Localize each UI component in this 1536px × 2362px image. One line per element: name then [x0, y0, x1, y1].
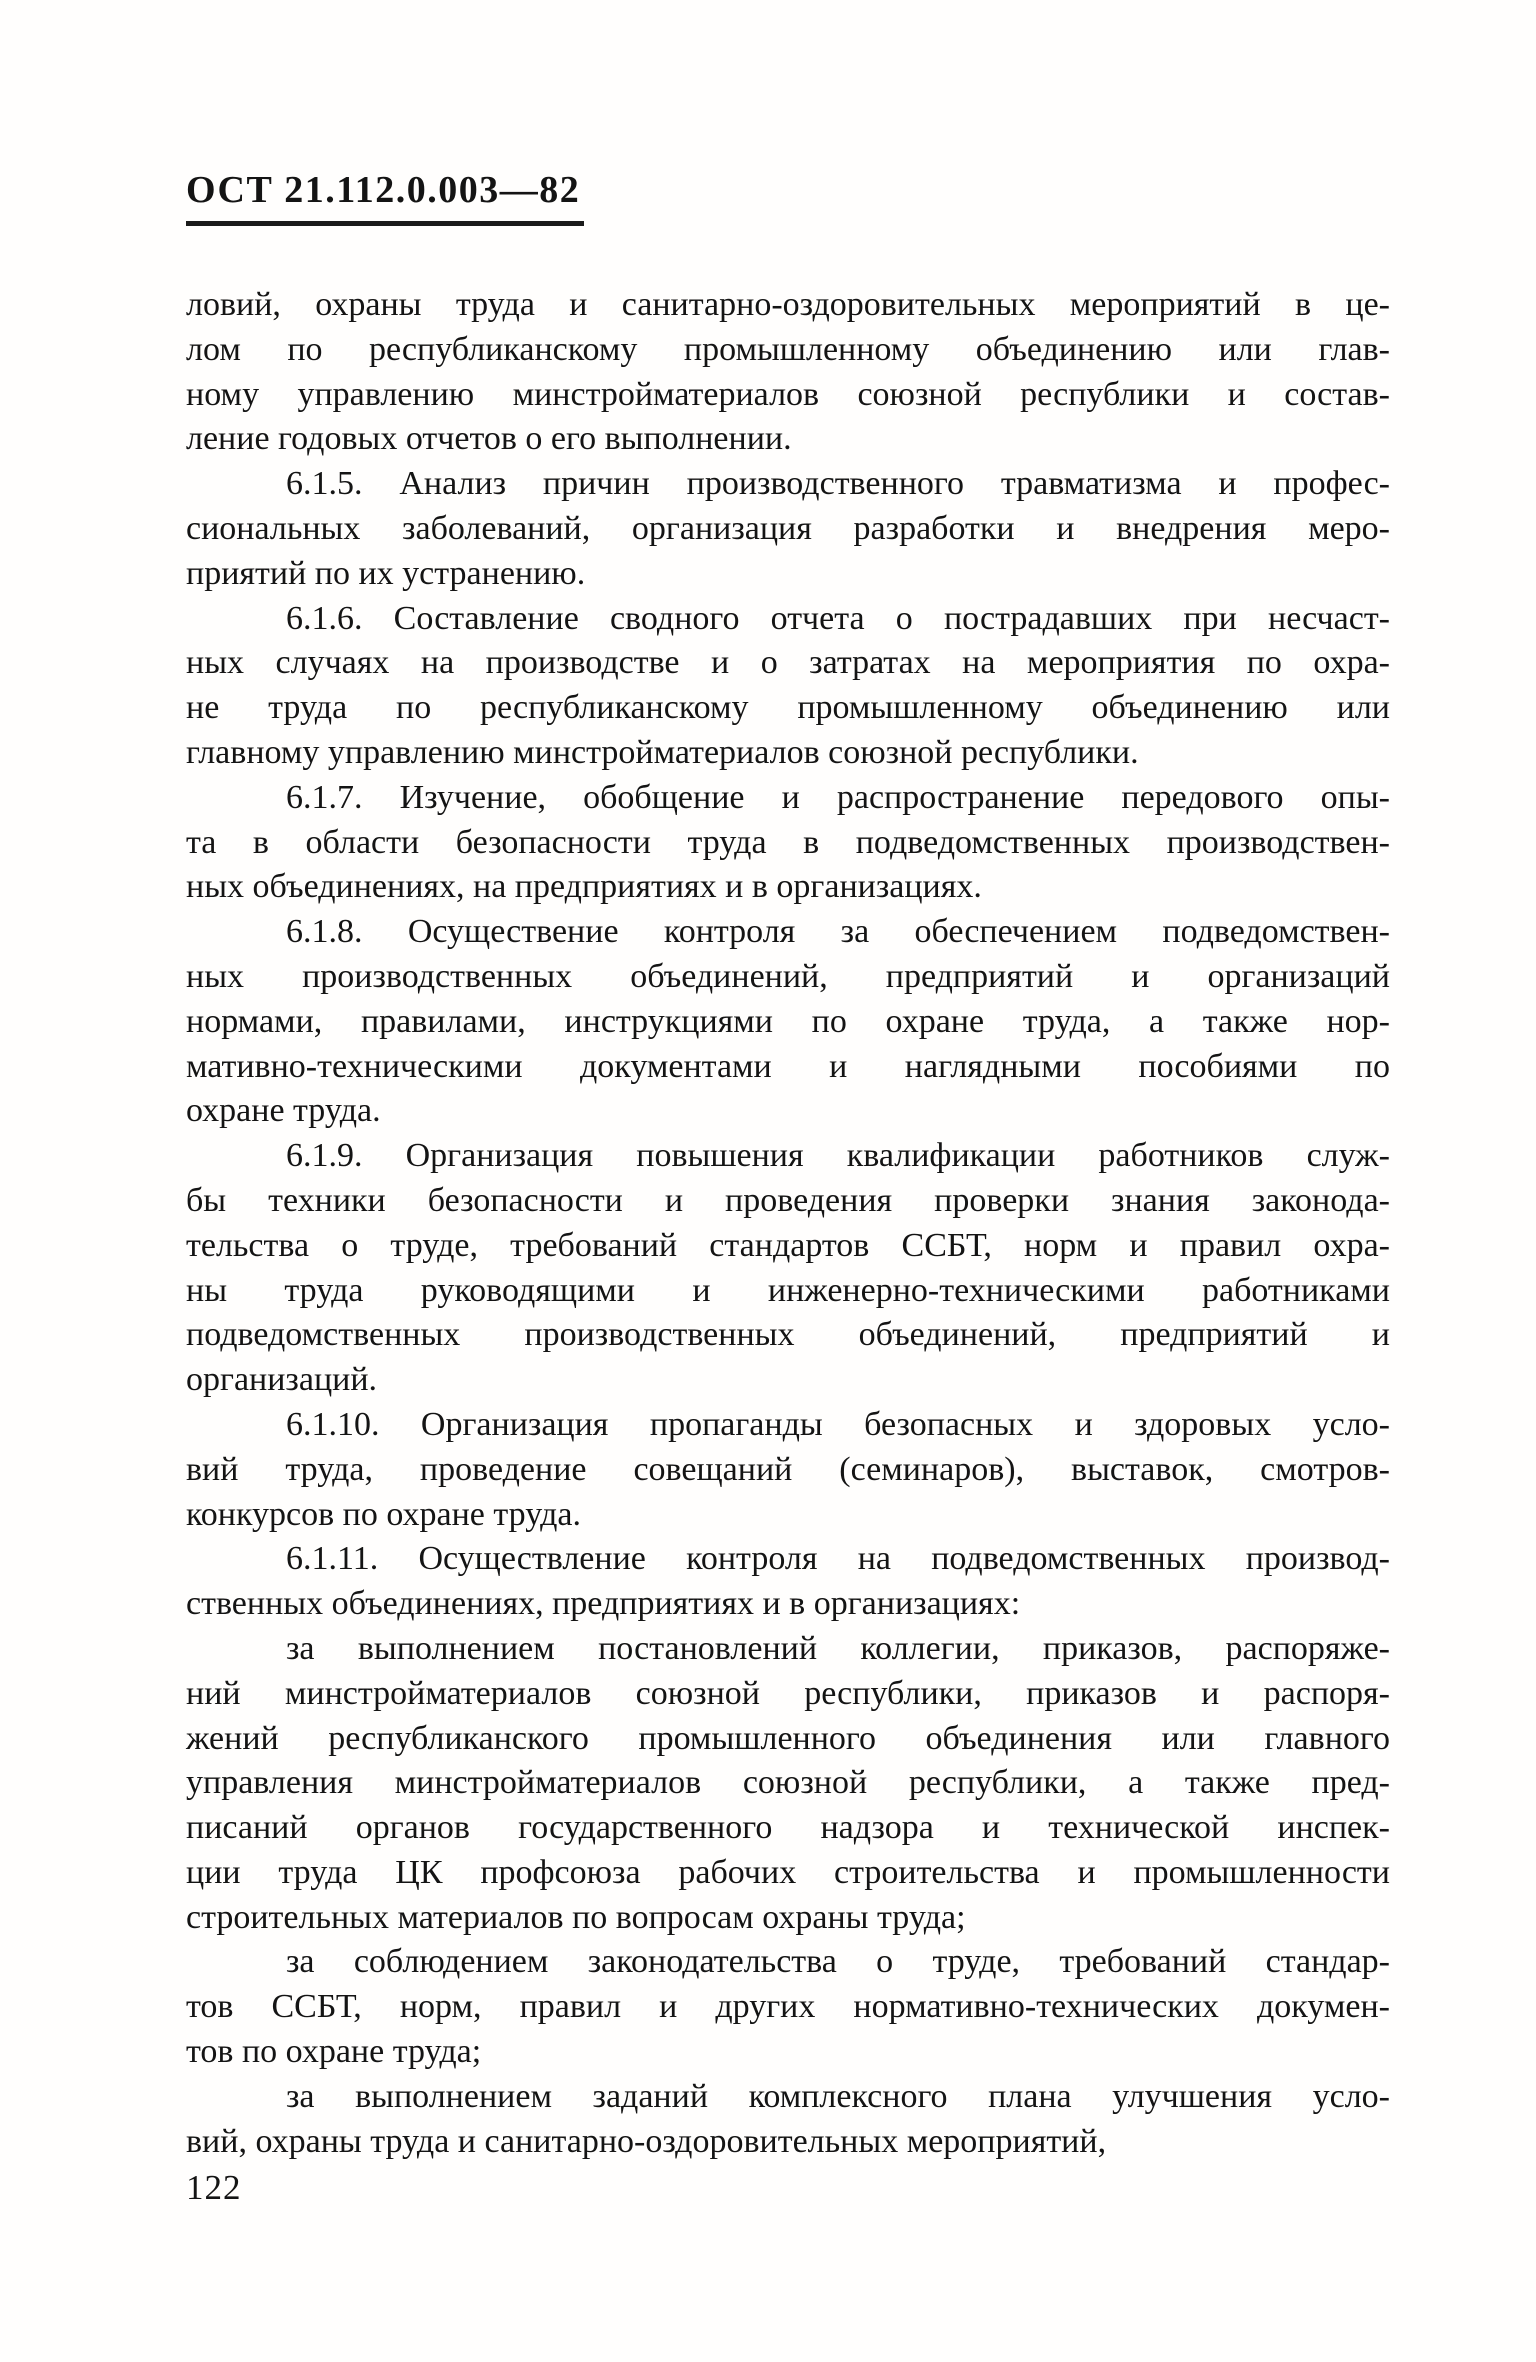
header-rule — [186, 221, 584, 226]
text-line: вий труда, проведение совещаний (семинаров), выставок, смотров- — [186, 1450, 1390, 1488]
text-line: 6.1.8. Осуществение контроля за обеспечением подведомствен- — [286, 913, 1390, 951]
document-body — [186, 283, 1390, 2164]
text-line: нормами, правилами, инструкциями по охране труда, а также нор- — [186, 1002, 1390, 1040]
text-line: охране труда. — [186, 1092, 381, 1130]
text-line: ных производственных объединений, предприятий и организаций — [186, 957, 1390, 995]
text-line: 6.1.11. Осуществление контроля на подведомственных производ- — [286, 1540, 1390, 1578]
text-line: ных объединениях, на предприятиях и в организациях. — [186, 868, 982, 906]
text-line: подведомственных производственных объединений, предприятий и — [186, 1316, 1390, 1354]
text-line: главному управлению минстройматериалов союзной республики. — [186, 733, 1139, 771]
text-line: 6.1.5. Анализ причин производственного травматизма и профес- — [286, 465, 1390, 503]
text-line: строительных материалов по вопросам охраны труда; — [186, 1898, 966, 1936]
text-line: конкурсов по охране труда. — [186, 1495, 581, 1533]
text-line: ний минстройматериалов союзной республики, приказов и распоря- — [186, 1674, 1390, 1712]
text-line: ных случаях на производстве и о затратах на мероприятия по охра- — [186, 644, 1390, 682]
text-line: 6.1.10. Организация пропаганды безопасных и здоровых усло- — [286, 1405, 1390, 1443]
text-line: бы техники безопасности и проведения проверки знания законода- — [186, 1181, 1390, 1219]
text-line: 6.1.7. Изучение, обобщение и распространение передового опы- — [286, 778, 1390, 816]
text-line: сиональных заболеваний, организация разработки и внедрения меро- — [186, 509, 1390, 547]
text-line: ловий, охраны труда и санитарно-оздоровительных мероприятий в це- — [186, 286, 1390, 323]
page-header — [186, 168, 1390, 226]
text-line: ции труда ЦК профсоюза рабочих строительства и промышленности — [186, 1853, 1390, 1891]
text-line: мативно-техническими документами и наглядными пособиями по — [186, 1047, 1390, 1085]
text-line: приятий по их устранению. — [186, 554, 586, 592]
page-number: 122 — [186, 2168, 242, 2207]
standard-code: ОСТ 21.112.0.003—82 — [186, 169, 581, 211]
text-line: за соблюдением законодательства о труде, требований стандар- — [286, 1943, 1390, 1981]
text-line: вий, охраны труда и санитарно-оздоровительных мероприятий, — [186, 2122, 1107, 2160]
text-line: тов ССБТ, норм, правил и других нормативно-технических докумен- — [186, 1988, 1390, 2026]
text-line: ление годовых отчетов о его выполнении. — [186, 420, 792, 458]
text-line: за выполнением постановлений коллегии, приказов, распоряже- — [286, 1629, 1390, 1667]
text-line: 6.1.9. Организация повышения квалификации работников служ- — [286, 1137, 1390, 1175]
text-line: управления минстройматериалов союзной республики, а также пред- — [186, 1764, 1390, 1802]
text-line: та в области безопасности труда в подведомственных производствен- — [186, 823, 1390, 861]
text-line: ны труда руководящими и инженерно-техническими работниками — [186, 1271, 1390, 1309]
text-line: тельства о труде, требований стандартов ССБТ, норм и правил охра- — [186, 1226, 1390, 1264]
text-line: организаций. — [186, 1361, 378, 1399]
text-line: тов по охране труда; — [186, 2033, 482, 2071]
text-line: за выполнением заданий комплексного плана улучшения усло- — [286, 2077, 1390, 2115]
text-line: ственных объединениях, предприятиях и в организациях: — [186, 1585, 1021, 1623]
text-line: ному управлению минстройматериалов союзной республики и состав- — [186, 375, 1390, 413]
text-line: лом по республиканскому промышленному объединению или глав- — [186, 330, 1390, 368]
text-line: не труда по республиканскому промышленному объединению или — [186, 689, 1390, 727]
text-line: писаний органов государственного надзора и технической инспек- — [186, 1809, 1390, 1847]
text-line: жений республиканского промышленного объединения или главного — [186, 1719, 1390, 1757]
text-line: 6.1.6. Составление сводного отчета о пострадавших при несчаст- — [286, 599, 1390, 637]
